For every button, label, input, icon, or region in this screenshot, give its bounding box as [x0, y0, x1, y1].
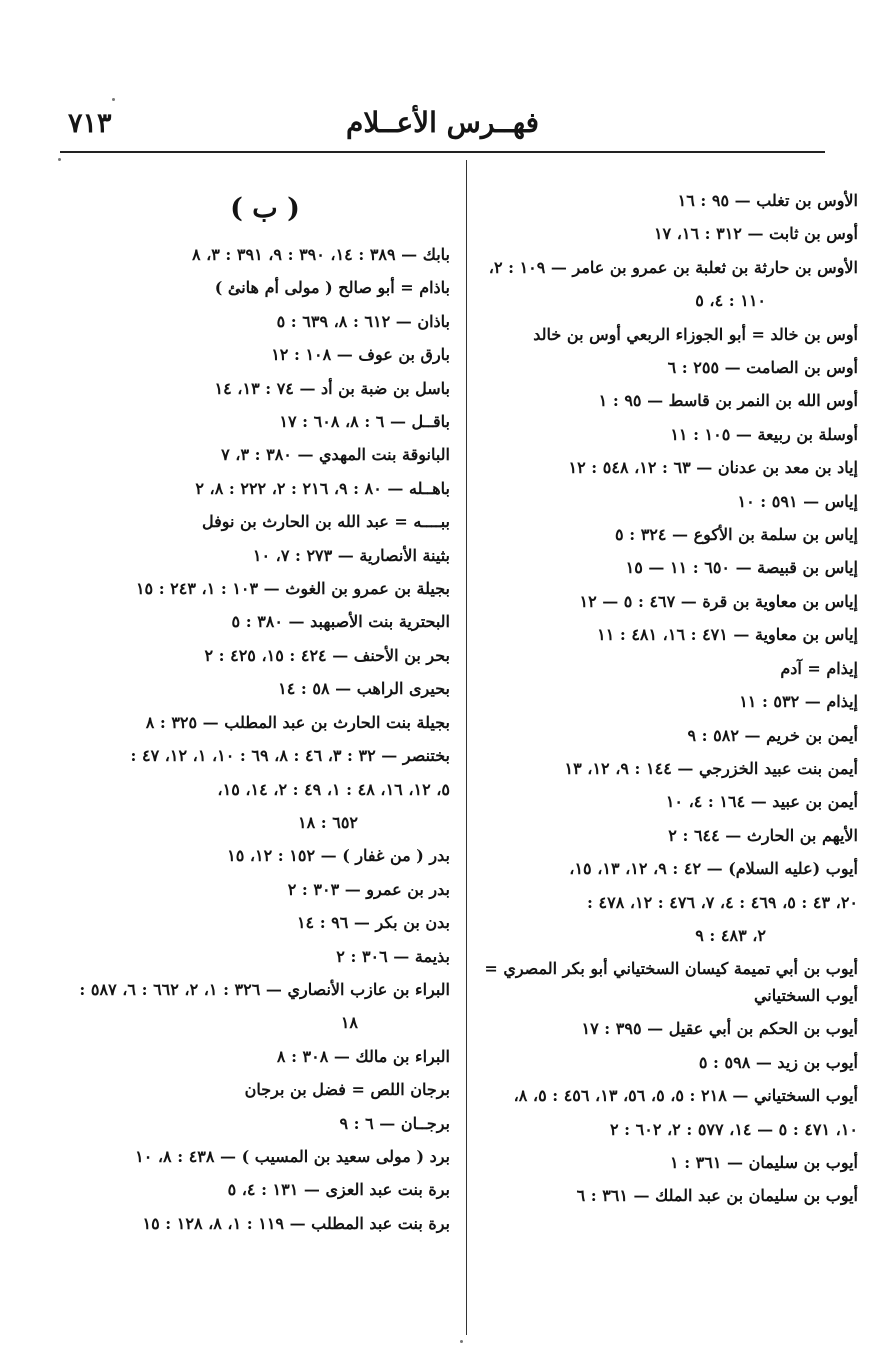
- index-entry: بحر بن الأحنف — ٤٢٤ : ١٥، ٤٢٥ : ٢: [204, 645, 450, 665]
- index-entry: برة بنت عبد المطلب — ١١٩ : ١، ٨، ١٢٨ : ١٥: [142, 1213, 450, 1233]
- index-entry: أوس بن الصامت — ٢٥٥ : ٦: [667, 358, 858, 378]
- index-entry: إيذام = آدم: [780, 658, 858, 678]
- index-entry: برد ( مولى سعيد بن المسيب ) — ٤٣٨ : ٨، ١٠: [135, 1146, 450, 1166]
- index-entry: بارق بن عوف — ١٠٨ : ١٢: [271, 345, 450, 365]
- index-entry: إياس بن معاوية بن قرة — ٤٦٧ : ٥ — ١٢: [579, 591, 858, 611]
- index-entry: بثينة الأنصارية — ٢٧٣ : ٧، ١٠: [252, 545, 450, 565]
- index-entry: ببــــه = عبد الله بن الحارث بن نوفل: [201, 512, 450, 532]
- index-entry: أوس الله بن النمر بن قاسط — ٩٥ : ١: [598, 391, 858, 411]
- index-entry: بدر بن عمرو — ٣٠٣ : ٢: [287, 879, 450, 899]
- index-entry: أوسلة بن ربيعة — ١٠٥ : ١١: [670, 424, 858, 444]
- index-entry: أيمن بن عبيد — ١٦٤ : ٤، ١٠: [665, 792, 858, 812]
- page-title: فهــرس الأعــلام: [346, 106, 539, 139]
- index-entry: أيوب بن سليمان بن عبد الملك — ٣٦١ : ٦: [576, 1186, 858, 1206]
- index-entry: أيمن بنت عبيد الخزرجي — ١٤٤ : ٩، ١٢، ١٣: [564, 758, 858, 778]
- page-header: [60, 96, 825, 150]
- index-entry: البراء بن عازب الأنصاري — ٣٢٦ : ١، ٢، ٦٦٢ : ٦، ٥٨٧ :: [79, 979, 450, 999]
- page-number: ٧١٣: [68, 108, 112, 139]
- index-entry: بجيلة بنت الحارث بن عبد المطلب — ٣٢٥ : ٨: [145, 712, 450, 732]
- index-entry: بحيرى الراهب — ٥٨ : ١٤: [278, 679, 450, 699]
- index-entry: البحترية بنت الأصبهبد — ٣٨٠ : ٥: [231, 612, 450, 632]
- index-entry-continuation: ٦٥٢ : ١٨: [297, 812, 358, 832]
- section-heading: ( ب ): [230, 193, 300, 224]
- right-column: [484, 184, 858, 1213]
- index-entry-continuation: ١١٠ : ٤، ٥: [695, 291, 766, 311]
- index-entry: أيوب (عليه السلام) — ٤٢ : ٩، ١٢، ١٣، ١٥،: [569, 859, 858, 879]
- scan-speck: [112, 98, 115, 101]
- index-entry-continuation: ٢، ٤٨٣ : ٩: [695, 925, 766, 945]
- index-entry: أوس بن خالد = أبو الجوزاء الربعي أوس بن خالد: [533, 324, 858, 344]
- column-divider: [466, 160, 467, 1335]
- index-entry: إيذام — ٥٣٢ : ١١: [739, 692, 858, 712]
- index-entry: إياد بن معد بن عدنان — ٦٣ : ١٢، ٥٤٨ : ١٢: [568, 458, 858, 478]
- index-entry-continuation: ٢٠، ٤٣ : ٥، ٤٦٩ : ٤، ٧، ٤٧٦ : ١٢، ٤٧٨ :: [587, 892, 858, 912]
- index-entry: إياس بن سلمة بن الأكوع — ٣٢٤ : ٥: [615, 525, 858, 545]
- index-entry: باسل بن ضبة بن أد — ٧٤ : ١٣، ١٤: [214, 378, 450, 398]
- index-entry: بختنصر — ٣٢ : ٣، ٤٦ : ٨، ٦٩ : ١٠، ١، ١٢، ٤٧ :: [130, 746, 450, 766]
- index-entry: إياس بن قبيصة — ٦٥٠ : ١١ — ١٥: [625, 558, 858, 578]
- index-entry: أيوب بن الحكم بن أبي عقيل — ٣٩٥ : ١٧: [581, 1019, 858, 1039]
- index-entry: أيمن بن خريم — ٥٨٢ : ٩: [687, 725, 858, 745]
- index-entry: إياس — ٥٩١ : ١٠: [737, 491, 858, 511]
- index-entry: باذان — ٦١٢ : ٨، ٦٣٩ : ٥: [276, 311, 450, 331]
- index-entry: أيوب بن أبي تميمة كيسان السختياني أبو بكر المصري = أيوب السختياني: [484, 959, 858, 1006]
- index-entry: بذيمة — ٣٠٦ : ٢: [336, 946, 450, 966]
- index-entry: البانوقة بنت المهدي — ٣٨٠ : ٣، ٧: [221, 445, 450, 465]
- index-entry: برة بنت عبد العزى — ١٣١ : ٤، ٥: [227, 1180, 450, 1200]
- left-column: [70, 184, 450, 1240]
- scan-speck: [58, 158, 61, 161]
- index-entry: باقــل — ٦ : ٨، ٦٠٨ : ١٧: [279, 412, 450, 432]
- header-rule: [60, 151, 825, 153]
- index-entry: إياس بن معاوية — ٤٧١ : ١٦، ٤٨١ : ١١: [597, 625, 858, 645]
- index-entry: بدن بن بكر — ٩٦ : ١٤: [296, 913, 450, 933]
- index-entry: أوس بن ثابت — ٣١٢ : ١٦، ١٧: [653, 224, 858, 244]
- index-entry: الأوس بن تغلب — ٩٥ : ١٦: [677, 191, 858, 210]
- index-entry: باذام = أبو صالح ( مولى أم هانئ ): [214, 278, 450, 298]
- index-entry: أيوب بن زيد — ٥٩٨ : ٥: [698, 1052, 858, 1072]
- index-entry: الأوس بن حارثة بن ثعلبة بن عمرو بن عامر — ١٠٩ : ٢،: [488, 257, 858, 277]
- index-entry-continuation: ١٠، ٤٧١ : ٥ — ١٤، ٥٧٧ : ٢، ٦٠٢ : ٢: [610, 1119, 858, 1139]
- index-entry: برجــان — ٦ : ٩: [339, 1113, 450, 1133]
- index-entry: أيوب السختياني — ٢١٨ : ٥، ٥، ٥٦، ١٣، ٤٥٦ : ٥، ٨،: [513, 1086, 858, 1106]
- index-entry-continuation: ٥، ١٢، ١٦، ٤٨ : ١، ٤٩ : ٢، ١٤، ١٥،: [217, 779, 450, 799]
- index-entry: الأيهم بن الحارث — ٦٤٤ : ٢: [668, 825, 858, 845]
- scan-speck: [460, 1340, 463, 1343]
- index-entry: بابك — ٣٨٩ : ١٤، ٣٩٠ : ٩، ٣٩١ : ٣، ٨: [191, 245, 450, 264]
- index-entry: باهــله — ٨٠ : ٩، ٢١٦ : ٢، ٢٢٢ : ٨، ٢: [195, 478, 450, 498]
- index-entry: البراء بن مالك — ٣٠٨ : ٨: [276, 1046, 450, 1066]
- index-entry: بجيلة بن عمرو بن الغوث — ١٠٣ : ١، ٢٤٣ : ١٥: [135, 579, 450, 599]
- index-entry: بدر ( من غفار ) — ١٥٢ : ١٢، ١٥: [227, 846, 450, 866]
- index-entry-continuation: ١٨: [340, 1013, 358, 1033]
- index-entry: برجان اللص = فضل بن برجان: [244, 1080, 450, 1100]
- index-entry: أيوب بن سليمان — ٣٦١ : ١: [670, 1152, 858, 1172]
